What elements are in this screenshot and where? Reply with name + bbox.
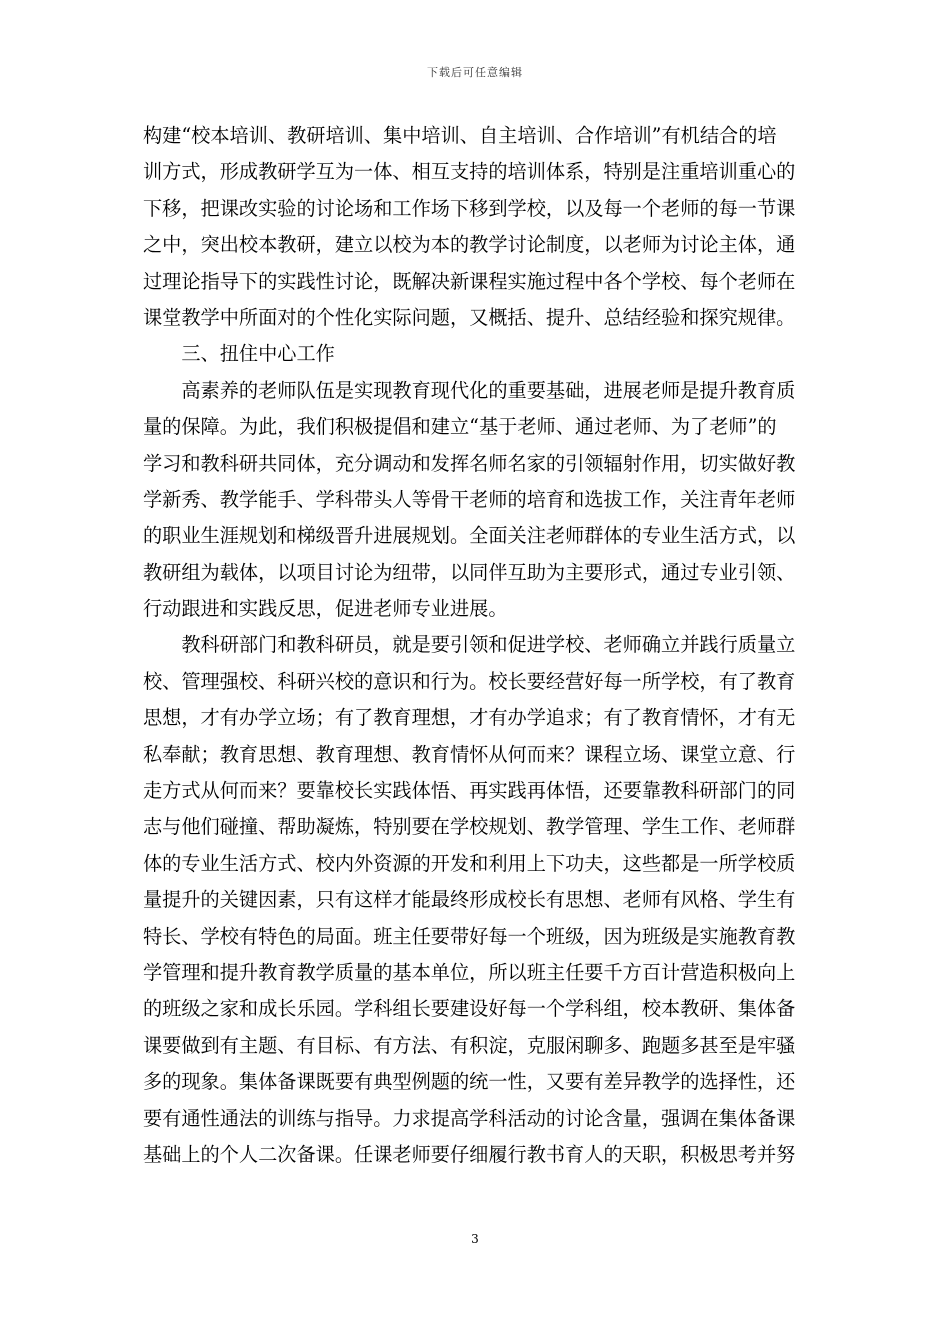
text-line: 构建“校本培训、教研培训、集中培训、自主培训、合作培训”有机结合的培 (143, 124, 777, 147)
text-line: 要有通性通法的训练与指导。力求提高学科活动的讨论含量，强调在集体备课 (143, 1106, 796, 1130)
text-line: 量的保障。为此，我们积极提倡和建立“基于老师、通过老师、为了老师”的 (143, 415, 777, 439)
text-line: 志与他们碰撞、帮助凝炼，特别要在学校规划、教学管理、学生工作、老师群 (143, 815, 796, 839)
text-line: 多的现象。集体备课既要有典型例题的统一性，又要有差异教学的选择性，还 (143, 1070, 796, 1094)
text-line: 体的专业生活方式、校内外资源的开发和利用上下功夫，这些都是一所学校质 (143, 851, 796, 875)
text-line: 思想，才有办学立场；有了教育理想，才有办学追求；有了教育情怀，才有无 (143, 706, 796, 730)
text-line: 行动跟进和实践反思，促进老师专业进展。 (143, 597, 508, 621)
text-line: 高素养的老师队伍是实现教育现代化的重要基础，进展老师是提升教育质 (143, 378, 796, 402)
text-line: 下移，把课改实验的讨论场和工作场下移到学校，以及每一个老师的每一节课 (143, 196, 796, 220)
text-line: 的职业生涯规划和梯级晋升进展规划。全面关注老师群体的专业生活方式，以 (143, 524, 796, 548)
text-line: 过理论指导下的实践性讨论，既解决新课程实施过程中各个学校、每个老师在 (143, 269, 796, 293)
page-number: 3 (471, 1232, 479, 1246)
text-line: 的班级之家和成长乐园。学科组长要建设好每一个学科组，校本教研、集体备 (143, 997, 796, 1021)
text-line: 课要做到有主题、有目标、有方法、有积淀，克服闲聊多、跑题多甚至是牢骚 (143, 1033, 796, 1057)
header-note: 下载后可任意编辑 (427, 66, 523, 79)
text-line: 校、管理强校、科研兴校的意识和行为。校长要经营好每一所学校，有了教育 (143, 669, 796, 693)
text-line: 教研组为载体，以项目讨论为纽带，以同伴互助为主要形式，通过专业引领、 (143, 560, 796, 584)
text-line: 走方式从何而来？要靠校长实践体悟、再实践再体悟，还要靠教科研部门的同 (143, 779, 796, 803)
text-line: 学新秀、教学能手、学科带头人等骨干老师的培育和选拔工作，关注青年老师 (143, 487, 796, 511)
text-line: 课堂教学中所面对的个性化实际问题，又概括、提升、总结经验和探究规律。 (143, 305, 796, 329)
section-heading: 三、扭住中心工作 (143, 342, 335, 366)
text-line: 训方式，形成教研学互为一体、相互支持的培训体系，特别是注重培训重心的 (143, 160, 796, 184)
text-line: 私奉献；教育思想、教育理想、教育情怀从何而来？课程立场、课堂立意、行 (143, 742, 796, 766)
text-line: 学习和教科研共同体，充分调动和发挥名师名家的引领辐射作用，切实做好教 (143, 451, 796, 475)
text-line: 之中，突出校本教研，建立以校为本的教学讨论制度，以老师为讨论主体，通 (143, 233, 796, 257)
text-line: 量提升的关键因素，只有这样才能最终形成校长有思想、老师有风格、学生有 (143, 888, 796, 912)
text-line: 基础上的个人二次备课。任课老师要仔细履行教书育人的天职，积极思考并努 (143, 1142, 796, 1166)
text-line: 教科研部门和教科研员，就是要引领和促进学校、老师确立并践行质量立 (143, 633, 796, 657)
text-line: 特长、学校有特色的局面。班主任要带好每一个班级，因为班级是实施教育教 (143, 924, 796, 948)
body-text (143, 118, 807, 1173)
text-line: 学管理和提升教育教学质量的基本单位，所以班主任要千方百计营造积极向上 (143, 960, 796, 984)
